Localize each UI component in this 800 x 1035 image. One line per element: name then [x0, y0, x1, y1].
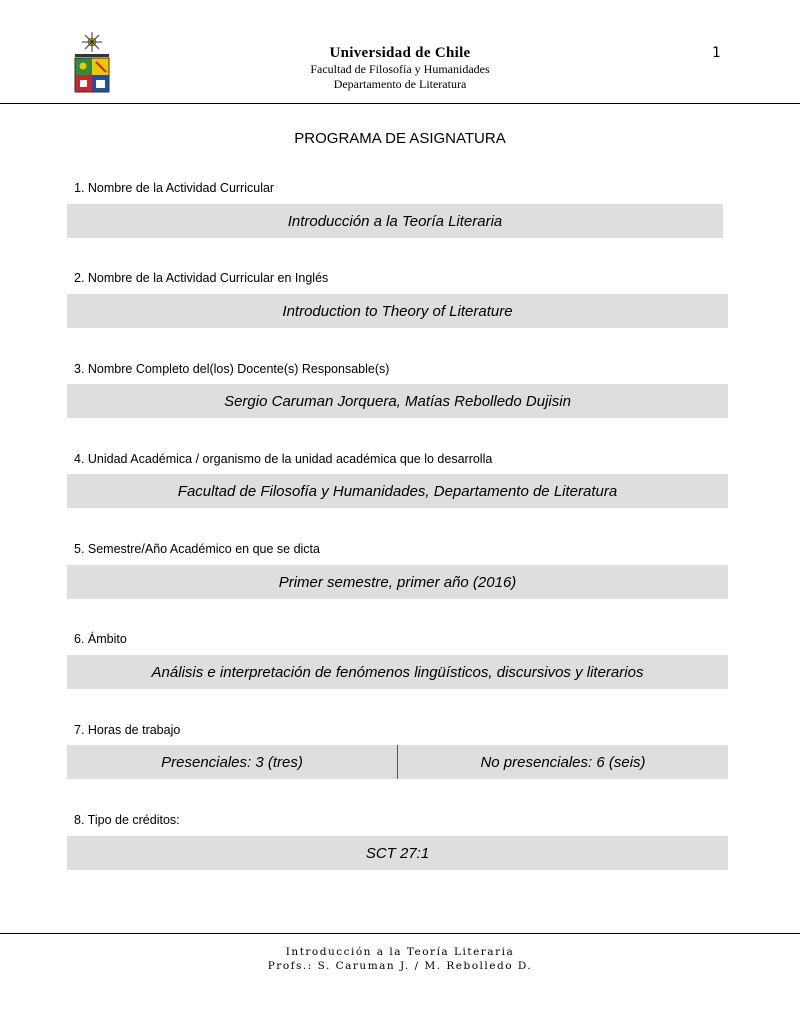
section-5-label: 5. Semestre/Año Académico en que se dicta	[74, 542, 320, 556]
hours-in-person: Presenciales: 3 (tres)	[67, 745, 398, 779]
faculty-name: Facultad de Filosofía y Humanidades	[310, 62, 490, 76]
footer-divider	[0, 933, 800, 934]
section-4-label: 4. Unidad Académica / organismo de la unidad académica que lo desarrolla	[74, 452, 493, 466]
section-7-value	[67, 745, 728, 779]
header-divider	[0, 103, 800, 104]
section-8-value	[67, 836, 728, 870]
footer-course-name: Introducción a la Teoría Literaria	[285, 946, 515, 958]
section-5-value	[67, 565, 728, 599]
section-3-label: 3. Nombre Completo del(los) Docente(s) Responsable(s)	[74, 362, 390, 376]
section-7-label: 7. Horas de trabajo	[74, 723, 181, 737]
section-3-value-text: Sergio Caruman Jorquera, Matías Rebolledo Dujisin	[224, 392, 571, 410]
section-1-label: 1. Nombre de la Actividad Curricular	[74, 181, 275, 195]
section-2-value	[67, 294, 728, 328]
section-1-value-text: Introducción a la Teoría Literaria	[287, 212, 503, 230]
section-6-value-text: Análisis e interpretación de fenómenos lingüísticos, discursivos y literarios	[151, 663, 644, 681]
document-title: PROGRAMA DE ASIGNATURA	[294, 130, 506, 147]
section-3-value	[67, 384, 728, 418]
section-2-value-text: Introduction to Theory of Literature	[282, 302, 513, 320]
section-4-value-text: Facultad de Filosofía y Humanidades, Departamento de Literatura	[177, 482, 618, 500]
section-6-label: 6. Ámbito	[74, 632, 127, 646]
section-1-value	[67, 204, 723, 238]
university-name: Universidad de Chile	[329, 45, 471, 61]
section-8-value-text: SCT 27:1	[365, 844, 430, 862]
section-2-label: 2. Nombre de la Actividad Curricular en Inglés	[74, 271, 329, 285]
page-number: 1	[712, 45, 721, 61]
section-8-label: 8. Tipo de créditos:	[74, 813, 180, 827]
section-4-value	[67, 474, 728, 508]
section-5-value-text: Primer semestre, primer año (2016)	[278, 573, 517, 591]
department-name: Departamento de Literatura	[333, 77, 467, 91]
hours-autonomous: No presenciales: 6 (seis)	[480, 753, 646, 771]
section-6-value	[67, 655, 728, 689]
footer-professors: Profs.: S. Caruman J. / M. Rebolledo D.	[267, 960, 533, 972]
